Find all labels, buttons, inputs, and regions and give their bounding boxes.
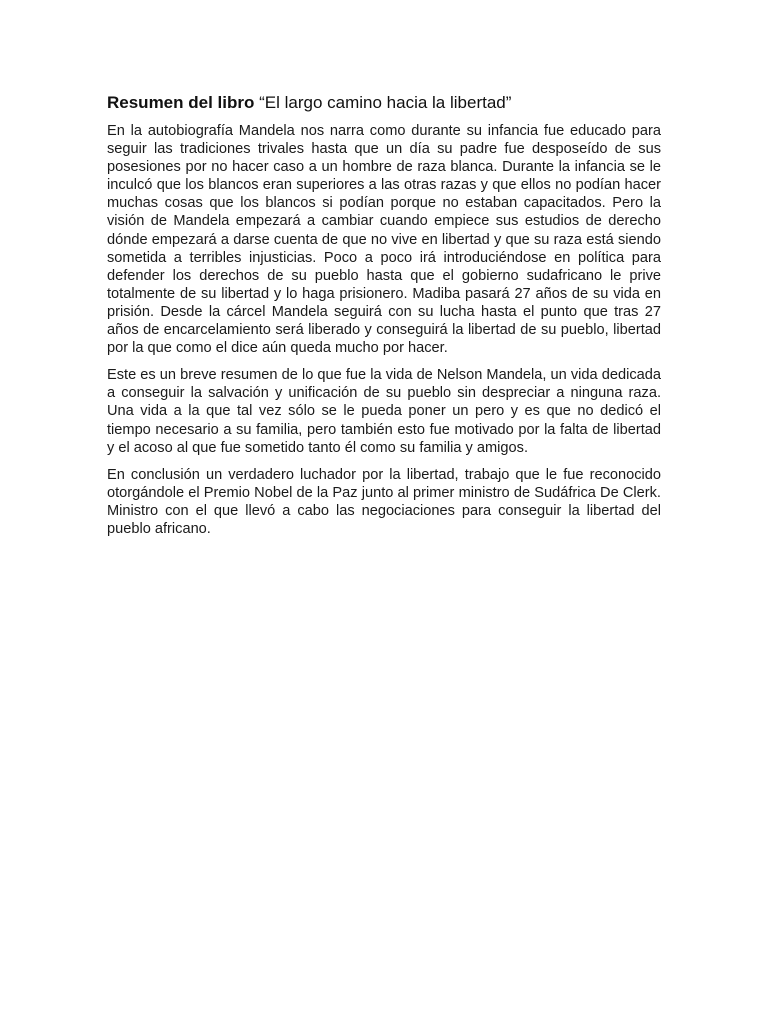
document-title (107, 92, 661, 114)
paragraph-conclusion: En conclusión un verdadero luchador por la libertad, trabajo que le fue reconocido otorgándole el Premio Nobel de la Paz junto al primer ministro de Sudáfrica De Clerk. Ministro con el que llevó a cabo las negociaciones para conseguir la libertad del pueblo africano. (107, 466, 661, 537)
title-book-name: “El largo camino hacia la libertad” (259, 93, 512, 112)
title-bold-text: Resumen del libro (107, 93, 255, 112)
document-content (107, 92, 661, 547)
paragraph-summary: En la autobiografía Mandela nos narra como durante su infancia fue educado para seguir las tradiciones trivales hasta que un día su padre fue desposeído de sus posesiones por no hacer caso a un hombre de raza blanca. Durante la infancia se le inculcó que los blancos eran superiores a las otras razas y que ellos no podían hacer muchas cosas que los blancos si podían porque no estaban capacitados. Pero la visión de Mandela empezará a cambiar cuando empiece sus estudios de derecho dónde empezará a darse cuenta de que no vive en libertad y que su raza está siendo sometida a terribles injusticias. Poco a poco irá introduciéndose en política para defender los derechos de su pueblo hasta que el gobierno sudafricano le prive totalmente de su libertad y lo haga prisionero. Madiba pasará 27 años de su vida en prisión. Desde la cárcel Mandela seguirá con su lucha hasta el punto que tras 27 años de encarcelamiento será liberado y conseguirá la libertad de su pueblo, libertad por la que como el dice aún queda mucho por hacer. (107, 123, 661, 357)
paragraph-life: Este es un breve resumen de lo que fue la vida de Nelson Mandela, un vida dedicada a conseguir la salvación y unificación de su pueblo sin despreciar a ninguna raza. Una vida a la que tal vez sólo se le pueda poner un pero y es que no dedicó el tiempo necesario a su familia, pero también esto fue motivado por la falta de libertad y el acoso al que fue sometido tanto él como su familia y amigos. (107, 367, 661, 456)
